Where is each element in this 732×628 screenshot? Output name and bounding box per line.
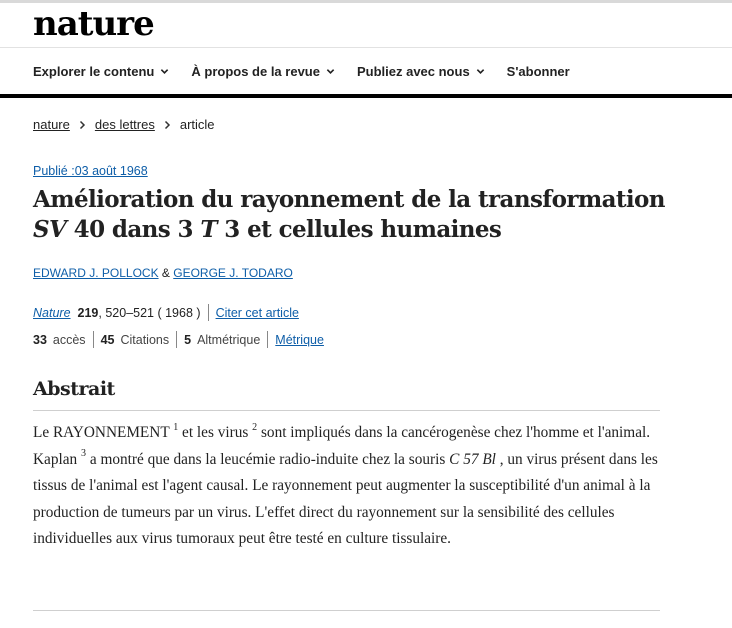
citations-count: 45 [100, 332, 115, 347]
abstract-segment: Le RAYONNEMENT [33, 424, 174, 441]
nav-label: S'abonner [506, 64, 570, 79]
author-list [33, 266, 293, 280]
reference-link[interactable]: 1 [173, 421, 179, 433]
nav-label: Explorer le contenu [33, 64, 155, 79]
strain-name: C 57 Bl [449, 450, 496, 468]
breadcrumb-current: article [179, 117, 215, 132]
divider [176, 331, 177, 348]
accesses-count: 33 [33, 332, 47, 347]
citations-label: Citations [120, 332, 170, 347]
title-italic: T [200, 216, 217, 243]
nav-subscribe[interactable] [507, 64, 570, 79]
breadcrumb-link-nature[interactable]: nature [33, 117, 70, 132]
nav-label: À propos de la revue [191, 64, 320, 79]
divider [93, 331, 94, 348]
nav-label: Publiez avec nous [356, 64, 470, 79]
citation-line [33, 304, 299, 321]
author-link[interactable]: GEORGE J. TODARO [173, 266, 293, 280]
section-divider [33, 610, 660, 611]
pages: , 520–521 ( 1968 ) [98, 305, 201, 320]
reference-link[interactable]: 3 [81, 448, 86, 460]
nav-publish-with-us[interactable] [357, 64, 485, 79]
abstract-heading: Abstrait [33, 378, 115, 400]
article-title [33, 185, 673, 245]
altmetric-label: Altmétrique [197, 332, 261, 347]
chevron-down-icon [476, 67, 485, 76]
site-logo[interactable]: nature [33, 4, 154, 44]
nav-bottom-bar [0, 94, 732, 98]
article-metrics [33, 331, 324, 348]
chevron-down-icon [160, 67, 169, 76]
top-border [0, 0, 732, 3]
divider [208, 304, 209, 321]
abstract-text [33, 420, 663, 553]
section-divider [33, 410, 660, 411]
nav-about-journal[interactable] [191, 64, 335, 79]
title-text: 40 dans 3 [66, 216, 201, 243]
breadcrumb [33, 117, 215, 132]
accesses-label: accès [52, 332, 86, 347]
abstract-segment: sont impliqués dans la cancérogenèse chez l'homme et l'animal. Kaplan [33, 424, 651, 468]
breadcrumb-link-letters[interactable]: des lettres [94, 117, 155, 132]
title-italic: SV [33, 216, 67, 243]
title-text: Amélioration du rayonnement de la transformation [33, 186, 665, 213]
altmetric-count: 5 [184, 332, 192, 347]
abstract-segment: a montré que dans la leucémie radio-induite chez la souris [86, 450, 450, 468]
nav-explore-content[interactable] [33, 64, 169, 79]
author-separator: & [158, 266, 174, 280]
cite-article-link[interactable]: Citer cet article [215, 305, 299, 320]
main-nav [33, 64, 592, 79]
abstract-segment: , un virus présent dans les tissus de l'animal est l'agent causal. Le rayonnement peut augmenter la susceptibilité d'un animal à la production de tumeurs par un virus. L'effet direct du rayonnement sur la sensibilité des cellules individuelles aux virus tumoraux peut être testé en culture tissulaire. [33, 450, 658, 547]
journal-link[interactable]: Nature [33, 305, 71, 320]
title-text: 3 et cellules humaines [216, 216, 502, 243]
metrics-link[interactable]: Métrique [275, 332, 324, 347]
chevron-down-icon [326, 67, 335, 76]
header-divider [0, 47, 732, 48]
divider [267, 331, 268, 348]
author-link[interactable]: EDWARD J. POLLOCK [33, 266, 159, 280]
published-date[interactable]: Publié :03 août 1968 [33, 164, 148, 178]
reference-link[interactable]: 2 [252, 421, 258, 433]
abstract-segment: et les virus [178, 424, 253, 441]
chevron-right-icon [79, 120, 86, 130]
volume: 219 [77, 305, 99, 320]
chevron-right-icon [164, 120, 171, 130]
